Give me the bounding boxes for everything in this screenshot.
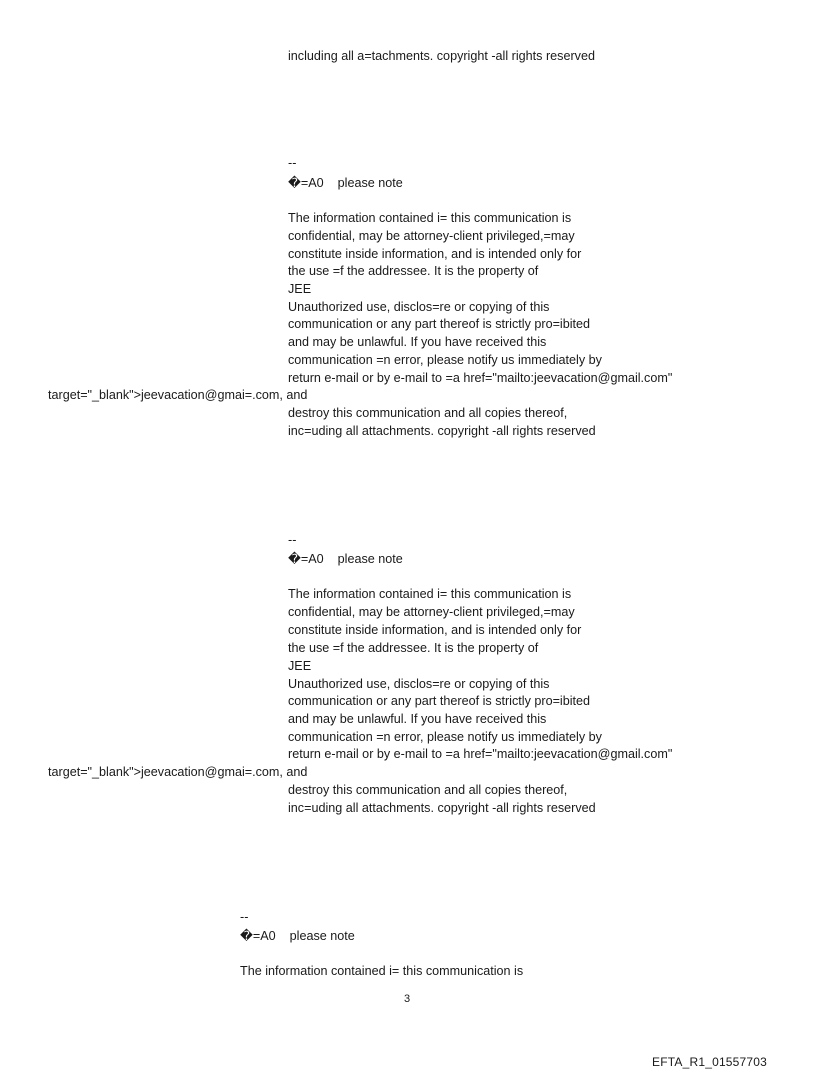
separator: -- [288, 156, 297, 170]
body-text-line: destroy this communication and all copies thereof, [288, 406, 568, 420]
please-note-line: �=A0 please note [288, 552, 403, 566]
body-text-line: and may be unlawful. If you have received this [288, 712, 547, 726]
please-note-line: �=A0 please note [288, 176, 403, 190]
body-text-line: target="_blank">jeevacation@gmai=.com, and [48, 388, 308, 402]
please-note-line: �=A0 please note [240, 929, 355, 943]
body-text-line: the use =f the addressee. It is the property of [288, 641, 539, 655]
body-text-line: The information contained i= this communication is [288, 587, 572, 601]
body-text-line: return e-mail or by e-mail to =a href="mailto:jeevacation@gmail.com" [288, 371, 673, 385]
page-number: 3 [404, 993, 411, 1005]
body-text-line: communication or any part thereof is strictly pro=ibited [288, 317, 591, 331]
body-text-line: JEE [288, 659, 312, 673]
body-text-line: communication =n error, please notify us immediately by [288, 353, 602, 367]
body-text-line: destroy this communication and all copies thereof, [288, 783, 568, 797]
separator: -- [240, 910, 249, 924]
separator: -- [288, 533, 297, 547]
body-text-line: communication or any part thereof is strictly pro=ibited [288, 694, 591, 708]
body-text-line: return e-mail or by e-mail to =a href="mailto:jeevacation@gmail.com" [288, 747, 673, 761]
body-text-line: and may be unlawful. If you have received this [288, 335, 547, 349]
body-text-line: inc=uding all attachments. copyright -all rights reserved [288, 801, 596, 815]
body-text-line: confidential, may be attorney-client privileged,=may [288, 229, 575, 243]
body-text-line: JEE [288, 282, 312, 296]
body-text-line: confidential, may be attorney-client privileged,=may [288, 605, 575, 619]
body-text-line: inc=uding all attachments. copyright -all rights reserved [288, 424, 596, 438]
body-text-line: communication =n error, please notify us immediately by [288, 730, 602, 744]
document-id: EFTA_R1_01557703 [652, 1055, 768, 1069]
body-text-line: The information contained i= this communication is [240, 964, 524, 978]
body-text-line: including all a=tachments. copyright -all rights reserved [288, 49, 595, 63]
body-text-line: Unauthorized use, disclos=re or copying of this [288, 677, 550, 691]
body-text-line: Unauthorized use, disclos=re or copying of this [288, 300, 550, 314]
body-text-line: The information contained i= this communication is [288, 211, 572, 225]
body-text-line: the use =f the addressee. It is the property of [288, 264, 539, 278]
body-text-line: constitute inside information, and is intended only for [288, 247, 582, 261]
body-text-line: constitute inside information, and is intended only for [288, 623, 582, 637]
body-text-line: target="_blank">jeevacation@gmai=.com, and [48, 765, 308, 779]
